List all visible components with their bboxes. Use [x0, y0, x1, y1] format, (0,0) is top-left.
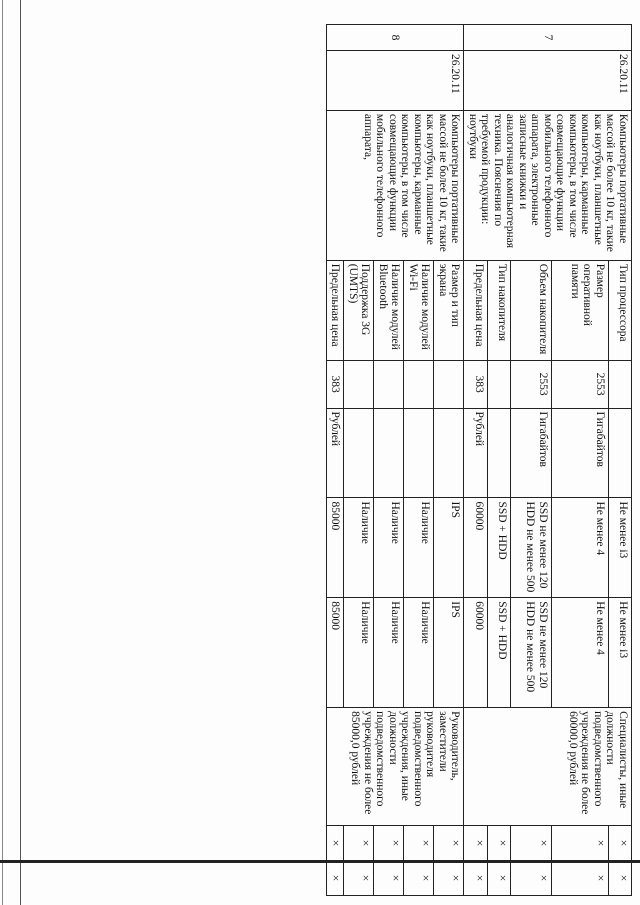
x-mark: ×	[404, 826, 434, 861]
value-final: Наличие	[404, 598, 434, 708]
char-name: Наличие модулей Wi-Fi	[404, 260, 434, 360]
char-name: Предельная цена	[464, 260, 488, 360]
x-mark: ×	[551, 860, 608, 895]
char-name: Поддержка 3G (UMTS)	[344, 260, 374, 360]
unit-name	[488, 408, 511, 498]
value-approved: Не менее 4	[551, 498, 608, 598]
value-approved: 60000	[464, 498, 488, 598]
x-mark: ×	[374, 826, 404, 861]
unit-code	[344, 360, 374, 408]
x-mark: ×	[488, 826, 511, 861]
value-final: SSD + HDD	[488, 598, 511, 708]
value-final: 60000	[464, 598, 488, 708]
value-final: SSD не менее 120 HDD не менее 500	[511, 598, 551, 708]
value-approved: Наличие	[344, 498, 374, 598]
value-approved: Не менее i3	[608, 498, 631, 598]
x-mark: ×	[464, 826, 488, 861]
char-name: Объем накопителя	[511, 260, 551, 360]
value-final: IPS	[434, 598, 464, 708]
positions: Специалисты, иные должности подведомственного учреждения не более 60000,0 рублей	[464, 708, 632, 826]
row-number: 7	[464, 25, 632, 51]
x-mark: ×	[551, 826, 608, 861]
unit-name	[374, 408, 404, 498]
x-mark: ×	[434, 860, 464, 895]
value-approved: IPS	[434, 498, 464, 598]
value-approved: Наличие	[404, 498, 434, 598]
unit-name: Гигабайтов	[551, 408, 608, 498]
char-name: Тип накопителя	[488, 260, 511, 360]
unit-code	[434, 360, 464, 408]
unit-name: Рублей	[464, 408, 488, 498]
table-row	[608, 25, 631, 896]
value-final: Наличие	[374, 598, 404, 708]
product-name: Компьютеры портативные массой не более 10 кг, такие как ноутбуки, планшетные компьютеры, карманные компьютеры, в том числе совмещающие функции мобильного телефонного аппарата, электронные записные книжки и аналогичная компьютерная техника. Пояснения по требуемой продукции: ноутбуки	[464, 110, 632, 260]
okpd-code: 26.20.11	[327, 50, 465, 110]
x-mark: ×	[344, 826, 374, 861]
char-name: Размер и тип экрана	[434, 260, 464, 360]
unit-name: Рублей	[327, 408, 345, 498]
x-mark: ×	[434, 826, 464, 861]
unit-code: 383	[464, 360, 488, 408]
value-final: Не менее 4	[551, 598, 608, 708]
unit-code: 383	[327, 360, 345, 408]
unit-name	[404, 408, 434, 498]
unit-code: 2553	[551, 360, 608, 408]
x-mark: ×	[511, 826, 551, 861]
table-row	[434, 25, 464, 896]
unit-code	[404, 360, 434, 408]
value-final: 85000	[327, 598, 345, 708]
unit-name	[344, 408, 374, 498]
x-mark: ×	[327, 826, 345, 861]
char-name: Предельная цена	[327, 260, 345, 360]
unit-code	[374, 360, 404, 408]
product-name: Компьютеры портативные массой не более 10 кг, такие как ноутбуки, планшетные компьютеры, карманные компьютеры, в том числе совмещающие функции мобильного телефонного аппарата,	[327, 110, 465, 260]
unit-name	[434, 408, 464, 498]
char-name: Тип процессора	[608, 260, 631, 360]
x-mark: ×	[404, 860, 434, 895]
unit-code	[488, 360, 511, 408]
unit-code	[608, 360, 631, 408]
x-mark: ×	[511, 860, 551, 895]
char-name: Размер оперативной памяти	[551, 260, 608, 360]
x-mark: ×	[608, 826, 631, 861]
row-number: 8	[327, 25, 465, 51]
value-final: Наличие	[344, 598, 374, 708]
positions: Руководитель, заместители руководителя подведомственного учреждения, иные должности подведомственного учреждения не более 85000,0 рублей	[327, 708, 465, 826]
unit-code: 2553	[511, 360, 551, 408]
okpd-code: 26.20.11	[464, 50, 632, 110]
unit-name: Гигабайтов	[511, 408, 551, 498]
value-approved: Наличие	[374, 498, 404, 598]
char-name: Наличие модулей Bluetooth	[374, 260, 404, 360]
x-mark: ×	[344, 860, 374, 895]
value-final: Не менее i3	[608, 598, 631, 708]
x-mark: ×	[608, 860, 631, 895]
x-mark: ×	[464, 860, 488, 895]
x-mark: ×	[488, 860, 511, 895]
value-approved: SSD не менее 120 HDD не менее 500	[511, 498, 551, 598]
scan-bottom-edge	[0, 860, 640, 863]
value-approved: SSD + HDD	[488, 498, 511, 598]
characteristics-table	[326, 24, 632, 896]
x-mark: ×	[374, 860, 404, 895]
value-approved: 85000	[327, 498, 345, 598]
unit-name	[608, 408, 631, 498]
x-mark: ×	[327, 860, 345, 895]
